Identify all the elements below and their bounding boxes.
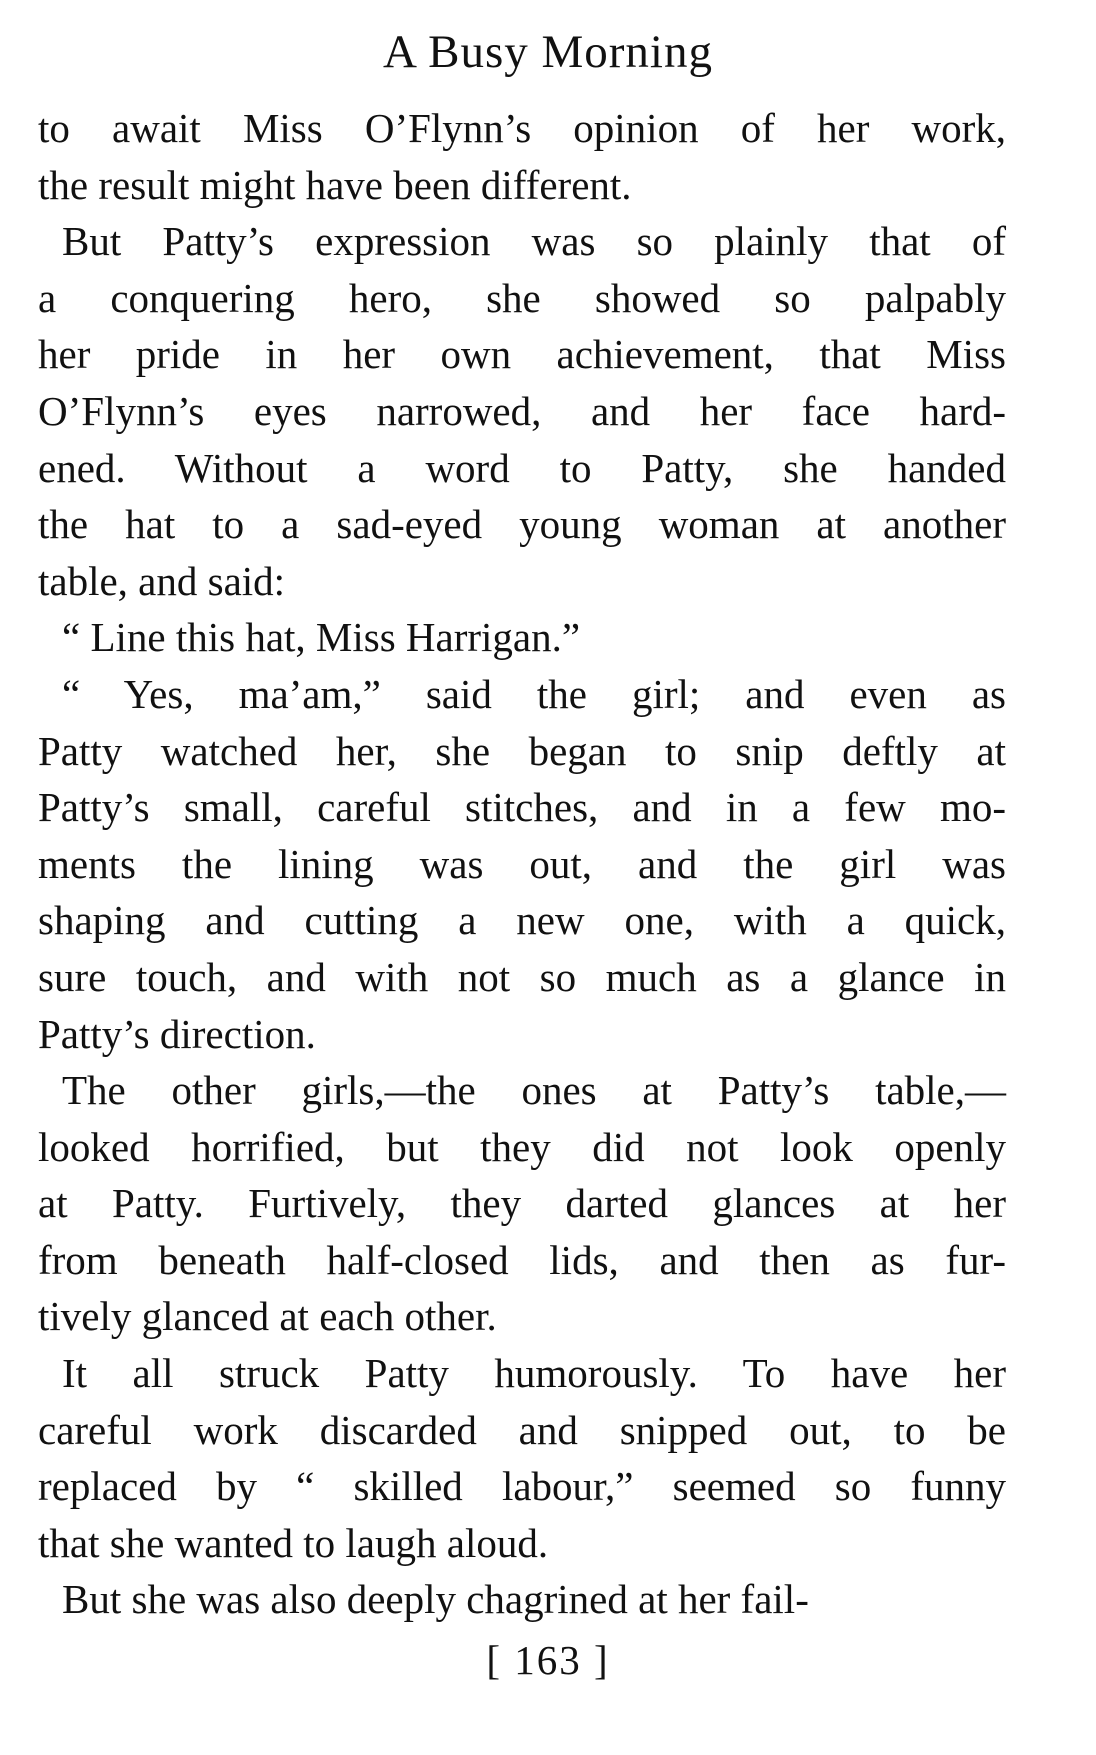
text-line: at Patty. Furtively, they darted glances at her	[38, 1180, 1006, 1227]
text-line: ened. Without a word to Patty, she handed	[38, 444, 1006, 491]
body-text	[38, 100, 1006, 1628]
paragraph	[38, 213, 1006, 609]
paragraph	[38, 609, 1006, 666]
text-line: Patty’s direction.	[38, 1010, 316, 1057]
text-line: Patty watched her, she began to snip deftly at	[38, 727, 1006, 774]
text-line: the hat to a sad-eyed young woman at another	[38, 501, 1006, 548]
running-head: A Busy Morning	[383, 26, 713, 78]
page-number: [ 163 ]	[486, 1637, 610, 1683]
text-line: the result might have been different.	[38, 161, 632, 208]
text-line: to await Miss O’Flynn’s opinion of her work,	[38, 105, 1006, 151]
text-line: “ Line this hat, Miss Harrigan.”	[62, 614, 581, 661]
text-line: sure touch, and with not so much as a glance in	[38, 953, 1006, 1000]
text-line: O’Flynn’s eyes narrowed, and her face hard-	[38, 387, 1006, 434]
text-line: her pride in her own achievement, that Miss	[38, 331, 1006, 378]
text-line: shaping and cutting a new one, with a quick,	[38, 897, 1006, 944]
text-line: careful work discarded and snipped out, to be	[38, 1406, 1006, 1453]
text-line: from beneath half-closed lids, and then as fur-	[38, 1236, 1006, 1283]
text-line: replaced by “ skilled labour,” seemed so funny	[38, 1463, 1006, 1510]
paragraph	[38, 1062, 1006, 1345]
text-line: It all struck Patty humorously. To have her	[62, 1350, 1006, 1397]
text-line: table, and said:	[38, 557, 286, 604]
paragraph	[38, 1345, 1006, 1571]
text-line: that she wanted to laugh aloud.	[38, 1519, 549, 1566]
text-line: The other girls,—the ones at Patty’s table,—	[62, 1067, 1006, 1114]
text-line: But she was also deeply chagrined at her fail-	[62, 1576, 809, 1623]
text-line: ments the lining was out, and the girl was	[38, 840, 1006, 887]
paragraph	[38, 100, 1006, 213]
text-line: a conquering hero, she showed so palpably	[38, 274, 1006, 321]
text-line: Patty’s small, careful stitches, and in a few mo-	[38, 784, 1006, 831]
text-line: But Patty’s expression was so plainly that of	[62, 218, 1006, 265]
paragraph	[38, 666, 1006, 1062]
text-line: “ Yes, ma’am,” said the girl; and even as	[62, 670, 1006, 717]
text-line: tively glanced at each other.	[38, 1293, 497, 1340]
text-line: looked horrified, but they did not look openly	[38, 1123, 1006, 1170]
paragraph	[38, 1571, 1006, 1628]
